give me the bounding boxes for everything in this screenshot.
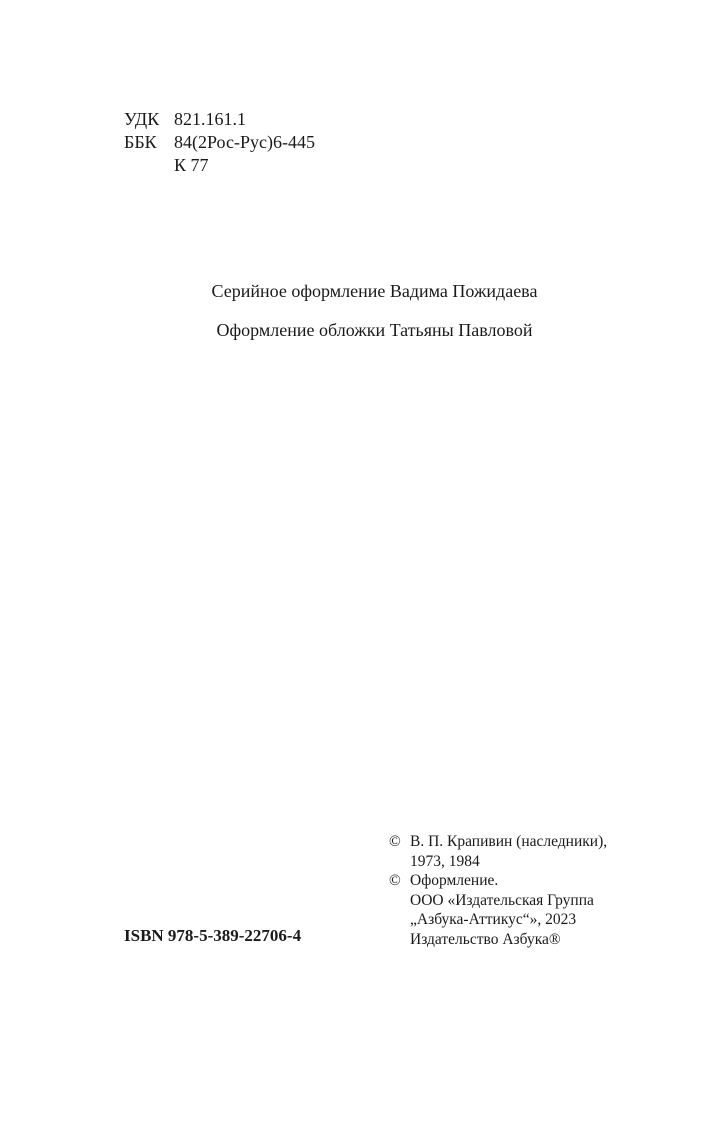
copyright-line: „Азбука-Аттикус“», 2023 xyxy=(410,911,577,928)
isbn: ISBN 978-5-389-22706-4 xyxy=(124,926,302,945)
copyright-entry-author xyxy=(389,832,607,871)
series-design-credit: Серийное оформление Вадима Пожидаева xyxy=(211,281,538,301)
copyright-block xyxy=(389,832,607,949)
bbk-row xyxy=(124,131,315,154)
copyright-entry-design xyxy=(389,871,607,949)
bbk-value: 84(2Рос-Рус)6-445 xyxy=(174,132,315,152)
classification-block xyxy=(124,108,315,177)
bbk-label: ББК xyxy=(124,132,157,152)
copyright-line: В. П. Крапивин (наследники), xyxy=(410,833,608,850)
udk-value: 821.161.1 xyxy=(174,109,246,129)
copyright-symbol: © xyxy=(389,833,401,850)
udk-row xyxy=(124,108,315,131)
cover-design-credit: Оформление обложки Татьяны Павловой xyxy=(216,320,533,340)
copyright-line: Оформление. xyxy=(410,872,499,889)
design-credits xyxy=(0,280,709,342)
author-mark: К 77 xyxy=(174,155,209,175)
udk-label: УДК xyxy=(124,109,160,129)
copyright-line: 1973, 1984 xyxy=(410,852,480,870)
author-mark-row xyxy=(124,154,315,177)
copyright-symbol: © xyxy=(389,872,401,889)
copyright-line: ООО «Издательская Группа xyxy=(410,891,594,909)
copyright-line: Издательство Азбука® xyxy=(410,930,561,948)
